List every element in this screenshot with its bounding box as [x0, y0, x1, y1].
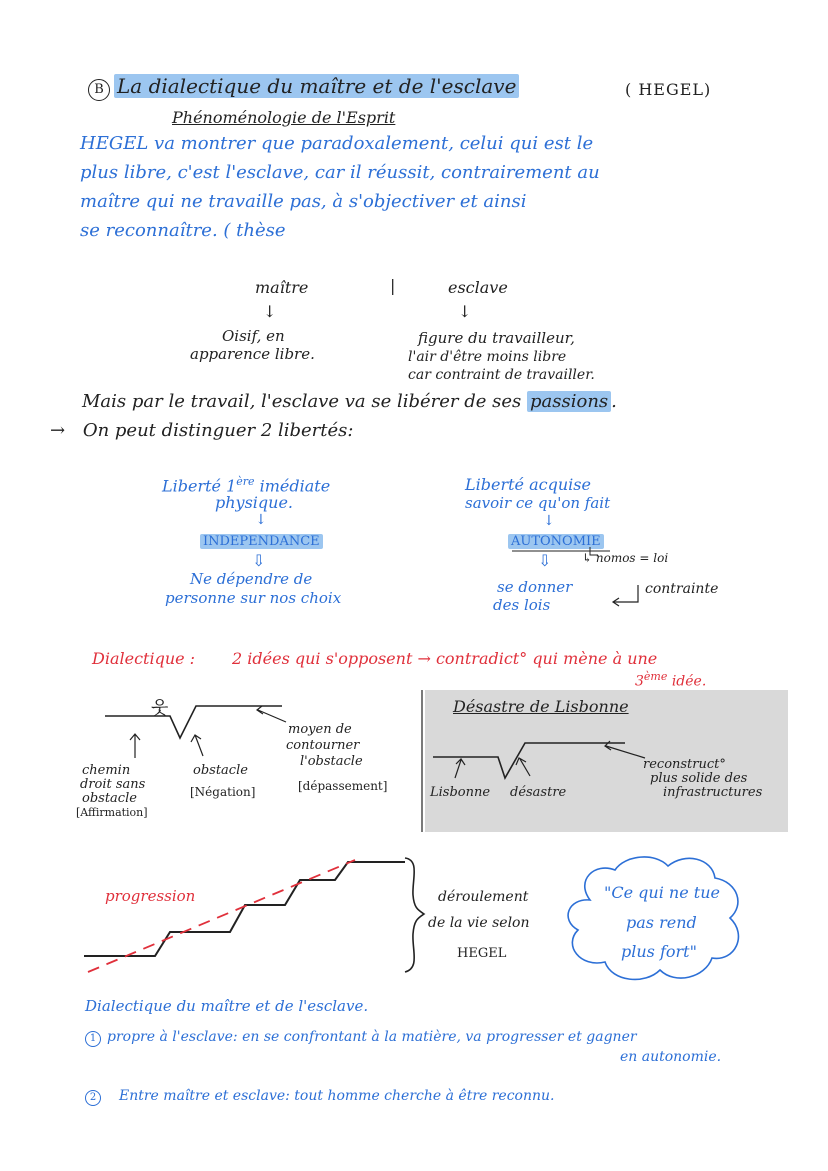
- liberty2-double-arrow: ⇩: [538, 551, 552, 570]
- path-label-1: chemin: [82, 763, 131, 778]
- nomos-note: ↳ nomos = loi: [582, 551, 669, 565]
- obstacle-label-1: obstacle: [193, 763, 248, 778]
- liberty1-sup: ère: [236, 475, 255, 488]
- section-marker: B: [88, 79, 110, 101]
- liberty1-desc-1: Ne dépendre de: [190, 570, 313, 588]
- arrow-way: [257, 706, 286, 722]
- master-heading: maître: [255, 278, 309, 297]
- reconstruction-label-1: reconstruct°: [643, 757, 726, 772]
- path-label-2: droit sans: [80, 777, 146, 792]
- master-desc-1: Oisif, en: [222, 327, 285, 345]
- arrow-up-path: [130, 734, 140, 758]
- arrow-up-obstacle: [191, 735, 203, 756]
- item-1-number: 1: [85, 1031, 101, 1047]
- lisbonne-label: Lisbonne: [430, 785, 491, 800]
- third-sup: ème: [643, 670, 668, 683]
- slave-heading: esclave: [448, 278, 508, 297]
- quote-line-1: "Ce qui ne tue: [604, 883, 720, 902]
- intro-line-3: maître qui ne travaille pas, à s'objectiver et ainsi: [80, 191, 527, 212]
- life-desc-1: déroulement: [438, 889, 529, 905]
- independance-keyword: INDEPENDANCE: [200, 534, 323, 549]
- life-desc-2: de la vie selon: [428, 915, 530, 931]
- reconstruction-label-3: infrastructures: [663, 785, 763, 800]
- person-icon: 웃: [151, 698, 169, 719]
- work-line-text: Mais par le travail, l'esclave va se libérer de ses: [82, 391, 522, 412]
- liberty1-desc-2: personne sur nos choix: [165, 589, 342, 607]
- third-num: 3: [635, 673, 644, 690]
- intro-line-2: plus libre, c'est l'esclave, car il réussit, contrairement au: [80, 162, 600, 183]
- staircase: [84, 862, 405, 956]
- conclusion-title: Dialectique du maître et de l'esclave.: [85, 997, 369, 1015]
- obstacle-label-2: [Négation]: [190, 785, 256, 799]
- slave-desc-2: l'air d'être moins libre: [408, 349, 567, 365]
- item-2-number: 2: [85, 1090, 101, 1106]
- liberty2-line2: savoir ce qu'on fait: [465, 494, 611, 512]
- reconstruction-label-2: plus solide des: [650, 771, 748, 786]
- passions-highlight: passions: [527, 391, 611, 412]
- lisbonne-title: Désastre de Lisbonne: [453, 697, 629, 716]
- progression-dashed-line: [88, 860, 355, 972]
- subtitle: Phénoménologie de l'Esprit: [172, 108, 396, 127]
- conclusion-item-1-b: en autonomie.: [620, 1049, 722, 1065]
- autonomie-keyword: AUTONOMIE: [508, 534, 604, 549]
- master-arrow: ↓: [263, 302, 277, 321]
- liberty2-desc-1: se donner: [497, 578, 573, 596]
- liberty2-title: Liberté acquise: [465, 475, 591, 494]
- obstacle-path: [105, 706, 282, 738]
- liberty1-double-arrow: ⇩: [252, 551, 266, 570]
- title-text: La dialectique du maître et de l'esclave: [114, 74, 519, 98]
- arrow-right-icon: →: [50, 420, 66, 441]
- slave-desc-1: figure du travailleur,: [418, 329, 575, 347]
- liberty1-title-b: imédiate: [259, 476, 331, 496]
- life-desc-3: HEGEL: [457, 946, 507, 961]
- slave-desc-3: car contraint de travailler.: [408, 367, 595, 383]
- item-2-text: Entre maître et esclave: tout homme cherche à être reconnu.: [119, 1088, 555, 1104]
- way-label-3: l'obstacle: [300, 754, 363, 769]
- liberty2-desc-2: des lois: [493, 596, 551, 614]
- item-1-text: propre à l'esclave: en se confrontant à la matière, va progresser et gagner: [107, 1029, 637, 1045]
- way-label-4: [dépassement]: [298, 779, 388, 793]
- curly-brace: [405, 858, 424, 972]
- intro-line-4: se reconnaître. ( thèse: [80, 220, 286, 241]
- quote-line-2: pas rend: [626, 913, 697, 932]
- arrow-disaster: [516, 758, 530, 776]
- constraint-label: contrainte: [645, 581, 719, 597]
- two-liberties-text: On peut distinguer 2 libertés:: [82, 420, 354, 441]
- work-line-end: .: [611, 391, 617, 412]
- path-label-3: obstacle: [82, 791, 137, 806]
- slave-arrow: ↓: [458, 302, 472, 321]
- quote-line-3: plus fort": [621, 942, 697, 961]
- third-idea: idée.: [667, 673, 707, 690]
- master-desc-2: apparence libre.: [190, 345, 315, 363]
- quote-cloud: [568, 857, 738, 979]
- dialectique-label: Dialectique :: [92, 649, 196, 668]
- liberty1-physical: physique.: [215, 493, 294, 512]
- liberty1-arrow: ↓: [255, 512, 267, 528]
- intro-line-1: HEGEL va montrer que paradoxalement, celui qui est le: [80, 133, 594, 154]
- liberty2-arrow: ↓: [543, 513, 555, 529]
- title-author: ( HEGEL): [625, 80, 712, 99]
- progression-label: progression: [105, 887, 196, 905]
- liberty1-title-a: Liberté 1: [162, 476, 237, 496]
- separator: |: [390, 276, 396, 295]
- arrow-lisbonne: [455, 759, 465, 778]
- path-label-4: [Affirmation]: [76, 806, 148, 819]
- disaster-label: désastre: [510, 785, 567, 800]
- way-label-2: contourner: [286, 738, 360, 753]
- dialectique-text: 2 idées qui s'opposent → contradict° qui mène à une: [232, 649, 658, 668]
- way-label-1: moyen de: [288, 722, 352, 737]
